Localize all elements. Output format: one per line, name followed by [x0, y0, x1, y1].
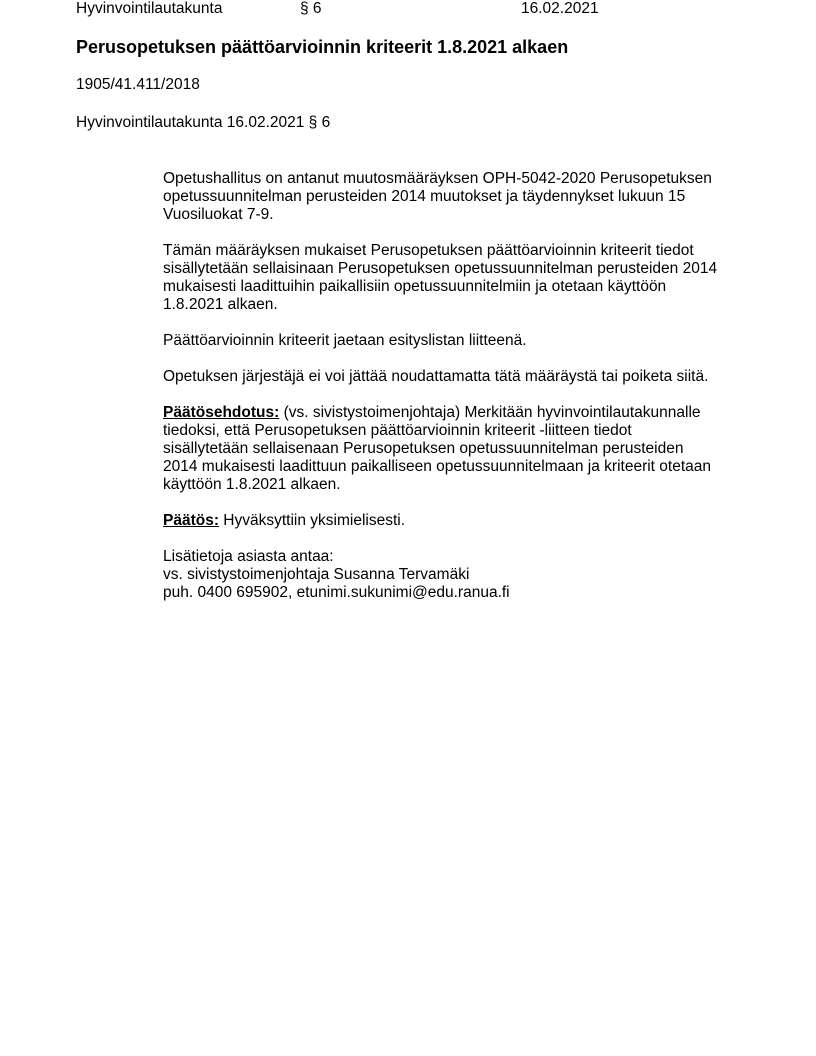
- contact-line: Lisätietoja asiasta antaa:: [163, 548, 334, 565]
- header-board: Hyvinvointilautakunta: [76, 0, 223, 17]
- document-body: [163, 170, 763, 620]
- decision-line: [163, 512, 763, 530]
- header-date: 16.02.2021: [521, 0, 599, 17]
- text-line: sisällytetään sellaisinaan Perusopetuksen opetussuunnitelman perusteiden 2014: [163, 260, 718, 277]
- text-line: tiedoksi, että Perusopetuksen päättöarvioinnin kriteerit -liitteen tiedot: [163, 422, 632, 439]
- header-section: § 6: [300, 0, 322, 17]
- contact-info: [163, 548, 763, 602]
- paragraph-3: [163, 332, 763, 350]
- paragraph-1: [163, 170, 763, 224]
- text-line: Opetushallitus on antanut muutosmääräyksen OPH-5042-2020 Perusopetuksen: [163, 170, 712, 187]
- paragraph-4: [163, 368, 763, 386]
- text-line: 2014 mukaisesti laadittuun paikalliseen opetussuunnitelmaan ja kriteerit otetaan: [163, 458, 712, 475]
- text-line: Päättöarvioinnin kriteerit jaetaan esityslistan liitteenä.: [163, 332, 527, 349]
- text-line: Opetuksen järjestäjä ei voi jättää noudattamatta tätä määräystä tai poiketa siitä.: [163, 368, 709, 385]
- text-line: käyttöön 1.8.2021 alkaen.: [163, 476, 341, 493]
- page-title: Perusopetuksen päättöarvioinnin kriteerit 1.8.2021 alkaen: [76, 37, 569, 57]
- meeting-reference: Hyvinvointilautakunta 16.02.2021 § 6: [76, 114, 331, 131]
- decision: [163, 512, 763, 530]
- decision-text: Hyväksyttiin yksimielisesti.: [219, 512, 406, 529]
- text-line: sisällytetään sellaisenaan Perusopetuksen opetussuunnitelman perusteiden: [163, 440, 684, 457]
- text-line: mukaisesti laadittuihin paikallisiin opetussuunnitelmiin ja otetaan käyttöön: [163, 278, 667, 295]
- decision-label: Päätös:: [163, 512, 219, 529]
- paragraph-2: [163, 242, 763, 314]
- decision-proposal: [163, 404, 763, 494]
- proposal-label: Päätösehdotus:: [163, 404, 280, 421]
- text-line: opetussuunnitelman perusteiden 2014 muutokset ja täydennykset lukuun 15: [163, 188, 686, 205]
- text-line: 1.8.2021 alkaen.: [163, 296, 278, 313]
- contact-line: vs. sivistystoimenjohtaja Susanna Tervamäki: [163, 566, 470, 583]
- record-number: 1905/41.411/2018: [76, 76, 200, 93]
- text-line: Vuosiluokat 7-9.: [163, 206, 274, 223]
- text-line: (vs. sivistystoimenjohtaja) Merkitään hyvinvointilautakunnalle: [279, 404, 701, 421]
- text-line: Tämän määräyksen mukaiset Perusopetuksen päättöarvioinnin kriteerit tiedot: [163, 242, 694, 259]
- proposal-first-line: [163, 404, 763, 422]
- contact-line: puh. 0400 695902, etunimi.sukunimi@edu.ranua.fi: [163, 584, 510, 601]
